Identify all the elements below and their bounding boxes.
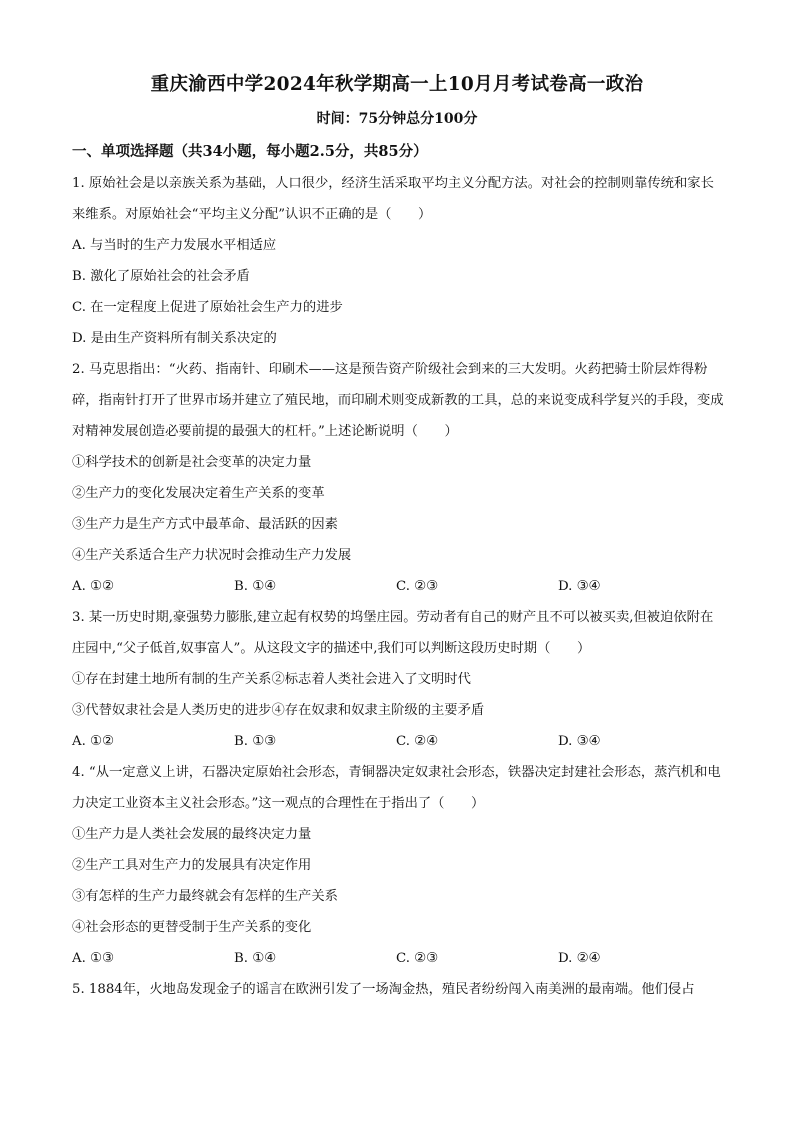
question-2-choices: [72, 571, 724, 602]
question-5-stem-partial: 5. 1884年，火地岛发现金子的谣言在欧洲引发了一场淘金热，殖民者纷纷闯入南美洲的最南端。他们侵占: [72, 982, 695, 997]
question-3-choices: [72, 726, 724, 757]
section-heading: 一、单项选择题（共34小题，每小题2.5分，共85分）: [72, 143, 428, 160]
question-1-option-b: B. 激化了原始社会的社会矛盾: [72, 269, 250, 284]
question-1-option-a: A. 与当时的生产力发展水平相适应: [72, 238, 277, 253]
question-2-choice-d: D. ③④: [558, 579, 601, 594]
page-title: 重庆渝西中学2024年秋学期高一上10月月考试卷高一政治: [150, 74, 644, 95]
question-2-item-2: ②生产力的变化发展决定着生产关系的变革: [72, 486, 325, 501]
question-2-choice-c: C. ②③: [396, 579, 438, 594]
question-1-stem: 1. 原始社会是以亲族关系为基础，人口很少，经济生活采取平均主义分配方法。对社会的控制则靠传统和家长来维系。对原始社会“平均主义分配”认识不正确的是（ ）: [72, 176, 714, 222]
question-2-choice-b: B. ①④: [234, 579, 277, 594]
question-3-items-row-1: ①存在封建土地所有制的生产关系②标志着人类社会进入了文明时代: [72, 672, 471, 687]
question-3-choice-b: B. ①③: [234, 734, 277, 749]
question-3-items-row-2: ③代替奴隶社会是人类历史的进步④存在奴隶和奴隶主阶级的主要矛盾: [72, 703, 485, 718]
question-4-item-3: ③有怎样的生产力最终就会有怎样的生产关系: [72, 889, 338, 904]
question-4-choice-d: D. ②④: [558, 951, 601, 966]
question-4-choice-c: C. ②③: [396, 951, 438, 966]
question-3-choice-c: C. ②④: [396, 734, 438, 749]
question-list: [72, 168, 724, 1005]
question-3-choice-a: A. ①②: [72, 734, 114, 749]
question-4-item-2: ②生产工具对生产力的发展具有决定作用: [72, 858, 312, 873]
question-1-option-c: C. 在一定程度上促进了原始社会生产力的进步: [72, 300, 343, 315]
question-2-choice-a: A. ①②: [72, 579, 114, 594]
question-2-stem: 2. 马克思指出：“火药、指南针、印刷术——这是预告资产阶级社会到来的三大发明。火药把骑士阶层炸得粉碎，指南针打开了世界市场并建立了殖民地，而印刷术则变成新教的工具，总的来说变成科学复兴的手段，变成对精神发展创造必要前提的最强大的杠杆。”上述论断说明（ ）: [72, 362, 724, 439]
question-1-option-d: D. 是由生产资料所有制关系决定的: [72, 331, 277, 346]
exam-time-info: 时间：75分钟总分100分: [316, 111, 478, 127]
question-4-item-1: ①生产力是人类社会发展的最终决定力量: [72, 827, 312, 842]
question-4-choice-b: B. ①④: [234, 951, 277, 966]
question-2-item-1: ①科学技术的创新是社会变革的决定力量: [72, 455, 312, 470]
question-4-stem: 4. “从一定意义上讲，石器决定原始社会形态，青铜器决定奴隶社会形态，铁器决定封建社会形态，蒸汽机和电力决定工业资本主义社会形态。”这一观点的合理性在于指出了（ ）: [72, 765, 721, 811]
question-2-item-4: ④生产关系适合生产力状况时会推动生产力发展: [72, 548, 352, 563]
question-3-stem: 3. 某一历史时期,豪强势力膨胀,建立起有权势的坞堡庄园。劳动者有自己的财产且不可以被买卖,但被迫依附在庄园中,“父子低首,奴事富人”。从这段文字的描述中,我们可以判断这段历史时期（ ）: [72, 610, 714, 656]
question-2-item-3: ③生产力是生产方式中最革命、最活跃的因素: [72, 517, 338, 532]
question-4-choices: [72, 943, 724, 974]
question-4-item-4: ④社会形态的更替受制于生产关系的变化: [72, 920, 312, 935]
question-3-choice-d: D. ③④: [558, 734, 601, 749]
question-4-choice-a: A. ①③: [72, 951, 114, 966]
